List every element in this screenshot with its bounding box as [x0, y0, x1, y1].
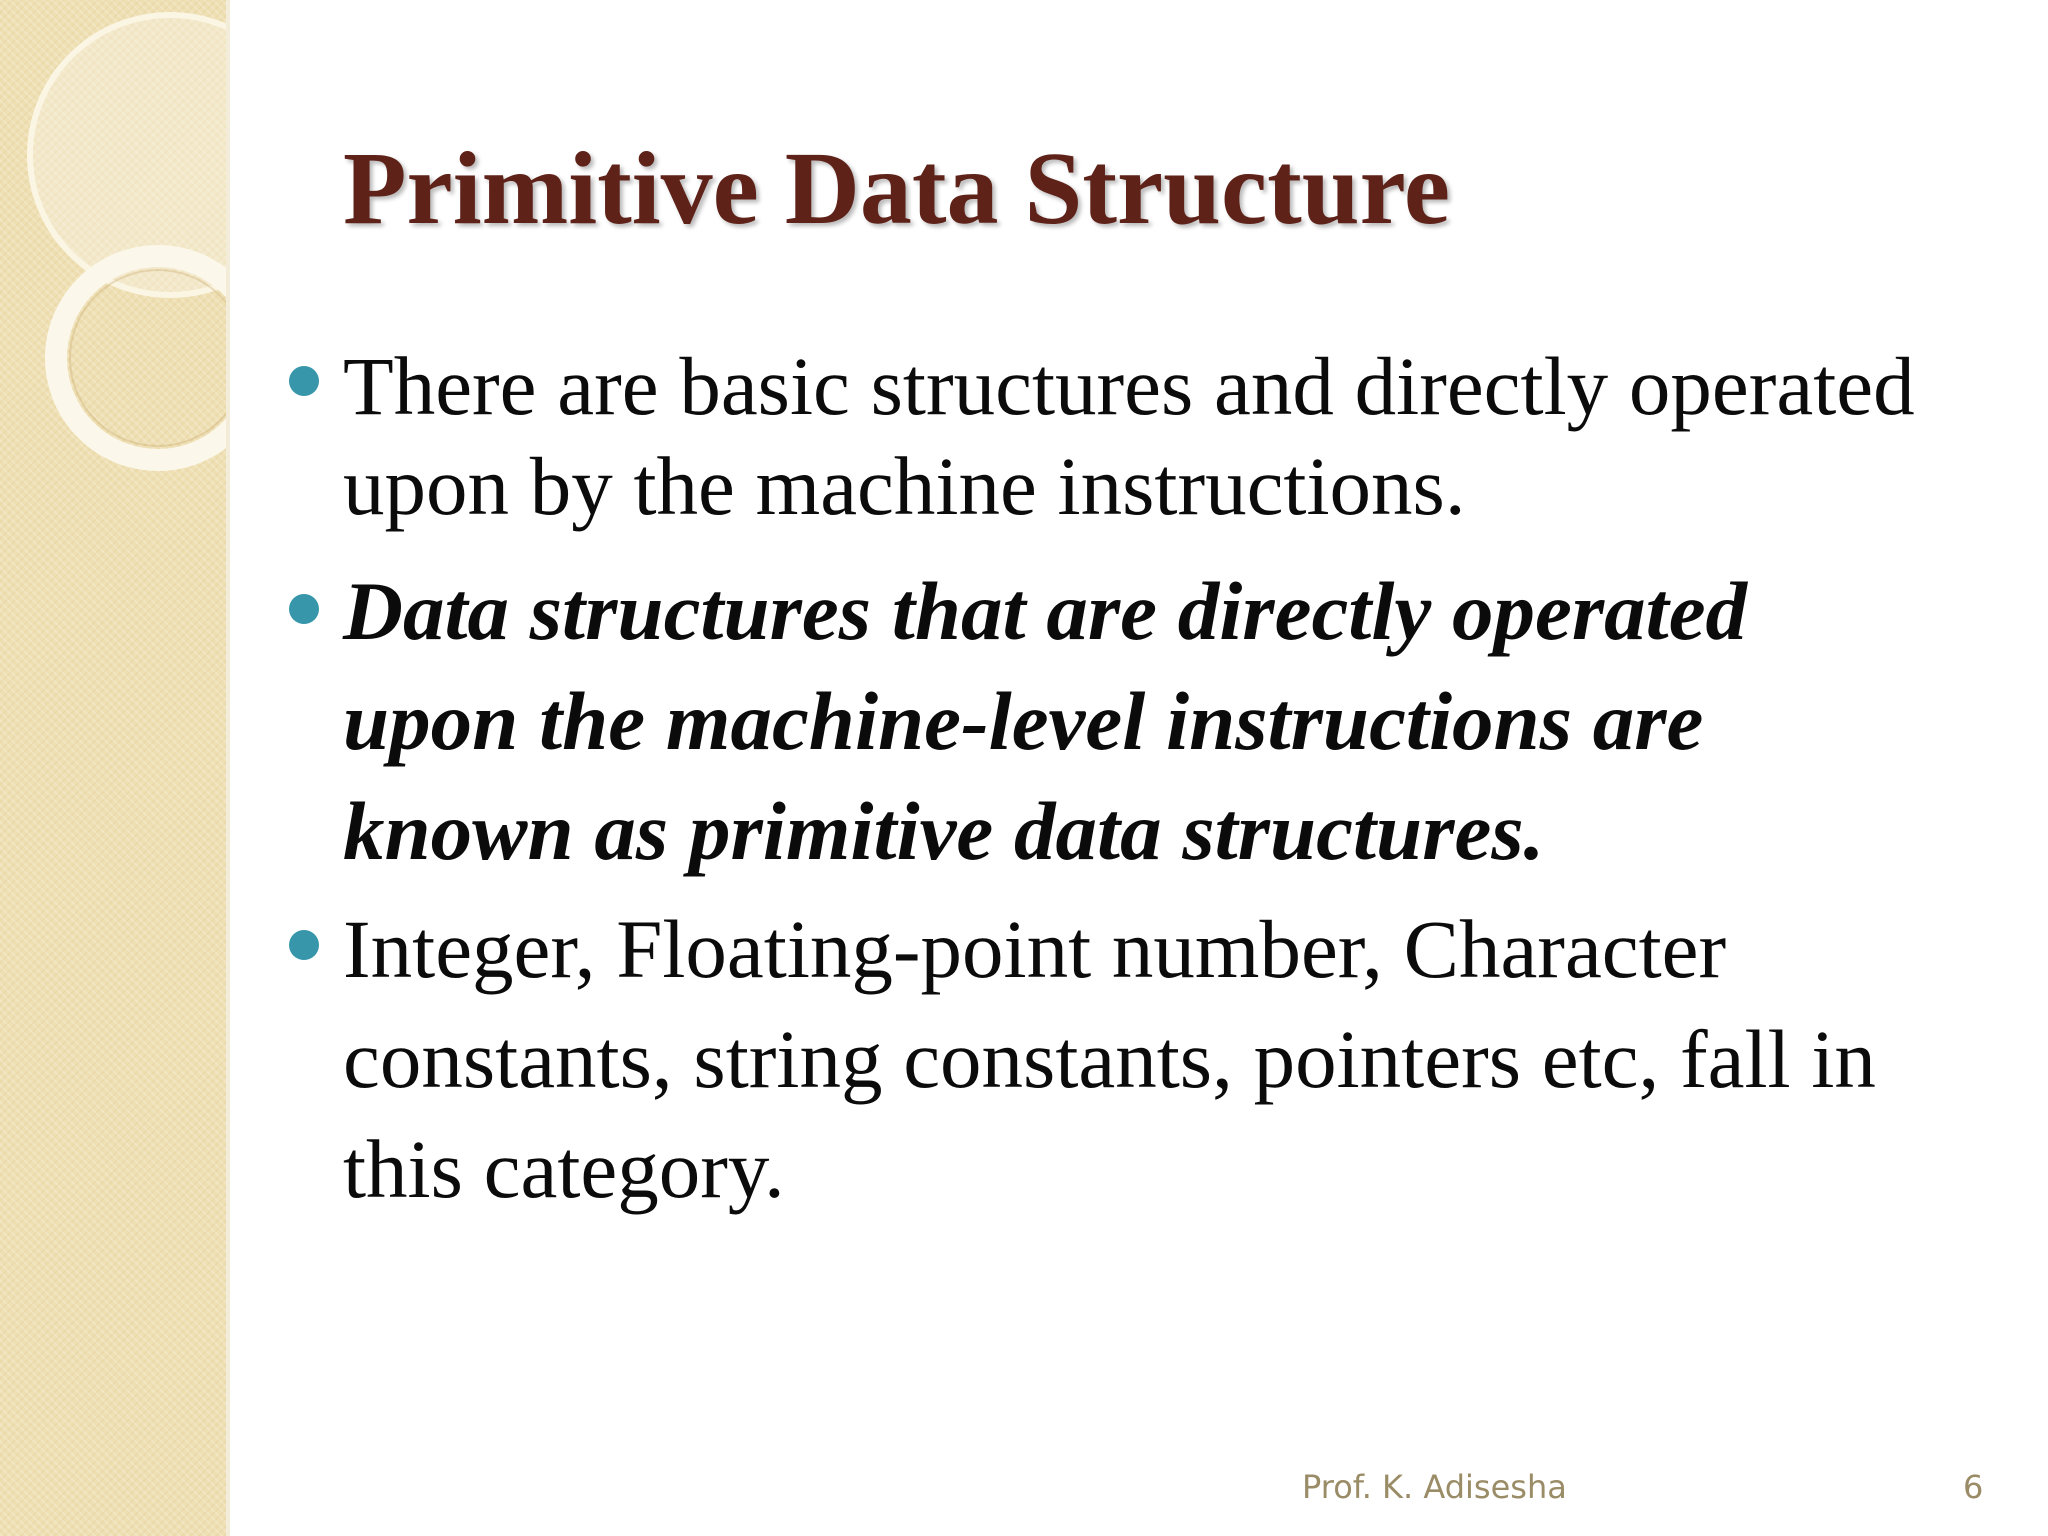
bullet-dot-icon	[289, 594, 319, 624]
footer-author: Prof. K. Adisesha	[1302, 1468, 1567, 1506]
bullet-dot-icon	[289, 366, 319, 396]
slide-number: 6	[1963, 1468, 1984, 1506]
slide-title: Primitive Data Structure	[343, 131, 1451, 246]
bullet-text: Integer, Floating-point number, Character constants, string constants, pointers etc, fall in this category.	[343, 903, 1876, 1215]
bullet-dot-icon	[289, 930, 319, 960]
bullet-text: Data structures that are directly operated upon the machine-level instructions are known as primitive data structures.	[343, 565, 1748, 877]
decorative-rings	[0, 0, 240, 520]
bullet-text: There are basic structures and directly operated upon by the machine instructions.	[343, 340, 1915, 532]
bullet-item	[280, 556, 1920, 886]
bullet-list	[280, 336, 1920, 1224]
bullet-item	[280, 894, 1920, 1224]
bullet-item	[280, 336, 1920, 536]
